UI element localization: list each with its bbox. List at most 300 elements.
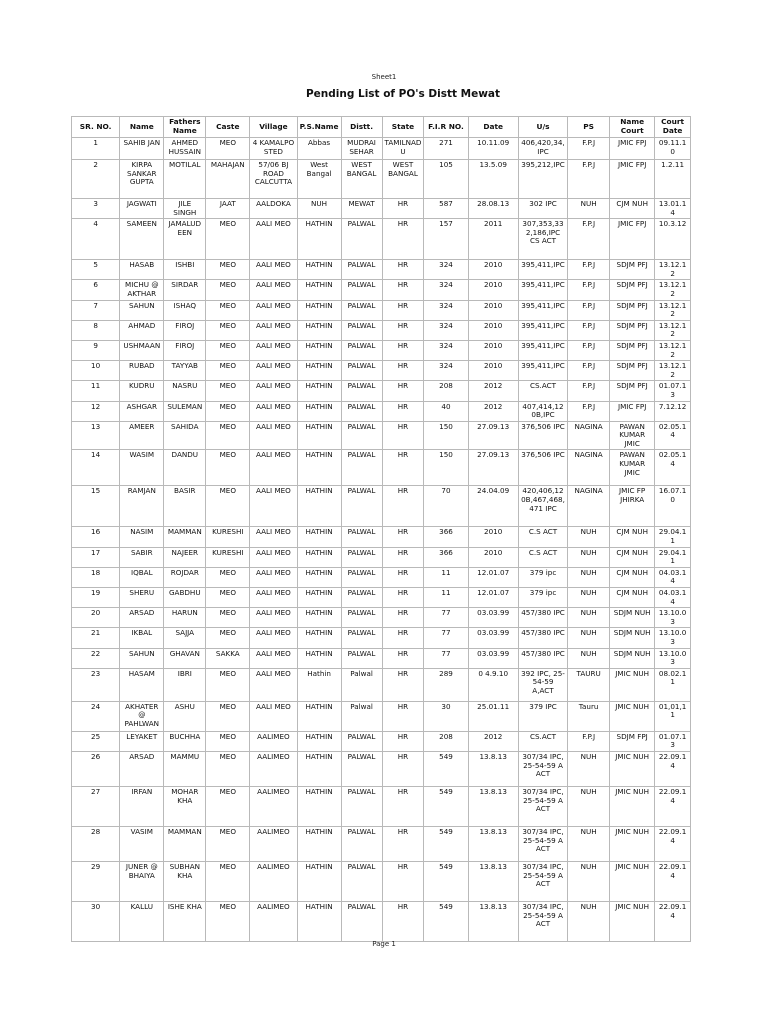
cell-date: 2010	[468, 280, 518, 300]
cell-sr-no: 13	[72, 421, 120, 450]
cell-court-date: 22.09.14	[655, 901, 691, 941]
column-header-ps: PS	[568, 117, 610, 138]
cell-fir-no: 105	[424, 160, 468, 199]
cell-distt: PALWAL	[341, 486, 382, 527]
table-row	[72, 138, 691, 160]
cell-ps-name: HATHIN	[297, 648, 341, 668]
cell-distt: PALWAL	[341, 751, 382, 786]
cell-court-date: 04.03.14	[655, 588, 691, 608]
cell-court-date: 13.10.03	[655, 608, 691, 628]
column-header-village: Village	[250, 117, 297, 138]
cell-sr-no: 2	[72, 160, 120, 199]
cell-date: 27.09.13	[468, 421, 518, 450]
table-row	[72, 826, 691, 861]
cell-caste: MEO	[206, 320, 250, 340]
cell-fathers-name: MAMMAN	[164, 527, 206, 547]
cell-court-date: 13.12.12	[655, 300, 691, 320]
table-row	[72, 901, 691, 941]
cell-court-date: 13.12.12	[655, 340, 691, 360]
table-header-row	[72, 117, 691, 138]
cell-name: SAHIB JAN	[120, 138, 164, 160]
table-row	[72, 320, 691, 340]
cell-sr-no: 10	[72, 361, 120, 381]
cell-fir-no: 208	[424, 381, 468, 401]
cell-state: HR	[382, 786, 424, 826]
cell-fir-no: 324	[424, 300, 468, 320]
cell-state: HR	[382, 751, 424, 786]
cell-name: AHMAD	[120, 320, 164, 340]
cell-fir-no: 366	[424, 527, 468, 547]
cell-name-court: JMIC FPJ	[610, 401, 655, 421]
cell-name-court: JMIC NUH	[610, 861, 655, 901]
cell-state: TAMILNADU	[382, 138, 424, 160]
cell-caste: SAKKA	[206, 648, 250, 668]
cell-ps-name: HATHIN	[297, 381, 341, 401]
table-row	[72, 401, 691, 421]
cell-village: AALI MEO	[250, 381, 297, 401]
cell-sr-no: 22	[72, 648, 120, 668]
table-row	[72, 731, 691, 751]
cell-caste: MEO	[206, 381, 250, 401]
cell-fir-no: 77	[424, 608, 468, 628]
cell-distt: PALWAL	[341, 567, 382, 587]
cell-court-date: 13.12.12	[655, 280, 691, 300]
cell-court-date: 22.09.14	[655, 786, 691, 826]
cell-fathers-name: SIRDAR	[164, 280, 206, 300]
cell-ps-name: Hathin	[297, 668, 341, 701]
cell-name: IRFAN	[120, 786, 164, 826]
cell-sr-no: 27	[72, 786, 120, 826]
cell-state: HR	[382, 401, 424, 421]
cell-court-date: 16.07.10	[655, 486, 691, 527]
cell-us: 457/380 IPC	[518, 608, 567, 628]
cell-fathers-name: GABDHU	[164, 588, 206, 608]
cell-fir-no: 30	[424, 701, 468, 731]
column-header-us: U/s	[518, 117, 567, 138]
table-row	[72, 160, 691, 199]
cell-ps-name: HATHIN	[297, 547, 341, 567]
cell-ps-name: HATHIN	[297, 300, 341, 320]
cell-caste: MEO	[206, 628, 250, 648]
column-header-date: Date	[468, 117, 518, 138]
cell-sr-no: 15	[72, 486, 120, 527]
cell-ps-name: HATHIN	[297, 701, 341, 731]
cell-us: 307/34 IPC, 25-54-59 A ACT	[518, 786, 567, 826]
cell-state: HR	[382, 567, 424, 587]
cell-court-date: 29.04.11	[655, 547, 691, 567]
cell-fir-no: 70	[424, 486, 468, 527]
cell-state: HR	[382, 527, 424, 547]
cell-fathers-name: ISHAQ	[164, 300, 206, 320]
cell-distt: PALWAL	[341, 826, 382, 861]
cell-village: AALI MEO	[250, 567, 297, 587]
cell-name: AKHATER @ PAHLWAN	[120, 701, 164, 731]
cell-name-court: SDJM NUH	[610, 648, 655, 668]
cell-name-court: PAWAN KUMAR JMIC	[610, 450, 655, 486]
column-header-fathers-name: Fathers Name	[164, 117, 206, 138]
cell-distt: PALWAL	[341, 300, 382, 320]
cell-fir-no: 11	[424, 588, 468, 608]
cell-name-court: SDJM PFJ	[610, 280, 655, 300]
column-header-ps-name: P.S.Name	[297, 117, 341, 138]
cell-name: WASIM	[120, 450, 164, 486]
column-header-caste: Caste	[206, 117, 250, 138]
cell-state: HR	[382, 701, 424, 731]
cell-us: 307/34 IPC, 25-54-59 A ACT	[518, 901, 567, 941]
cell-fir-no: 271	[424, 138, 468, 160]
cell-fathers-name: IBRI	[164, 668, 206, 701]
cell-name: KUDRU	[120, 381, 164, 401]
cell-caste: MEO	[206, 421, 250, 450]
cell-distt: PALWAL	[341, 547, 382, 567]
cell-sr-no: 23	[72, 668, 120, 701]
cell-caste: MEO	[206, 786, 250, 826]
cell-ps-name: West Bangal	[297, 160, 341, 199]
table-row	[72, 361, 691, 381]
cell-name-court: JMIC NUH	[610, 901, 655, 941]
cell-fir-no: 366	[424, 547, 468, 567]
cell-ps: F.P.J	[568, 361, 610, 381]
cell-ps-name: HATHIN	[297, 486, 341, 527]
cell-name: JUNER @ BHAIYA	[120, 861, 164, 901]
cell-us: 395,411,IPC	[518, 280, 567, 300]
cell-ps-name: HATHIN	[297, 861, 341, 901]
cell-fathers-name: GHAVAN	[164, 648, 206, 668]
cell-fathers-name: NASRU	[164, 381, 206, 401]
cell-fathers-name: JILE SINGH	[164, 199, 206, 219]
cell-date: 2010	[468, 300, 518, 320]
cell-village: AALIMEO	[250, 826, 297, 861]
cell-us: 457/380 IPC	[518, 648, 567, 668]
cell-fir-no: 549	[424, 751, 468, 786]
cell-court-date: 22.09.14	[655, 861, 691, 901]
cell-name-court: SDJM PFJ	[610, 361, 655, 381]
cell-sr-no: 26	[72, 751, 120, 786]
cell-caste: MEO	[206, 260, 250, 280]
cell-fathers-name: BASIR	[164, 486, 206, 527]
cell-fir-no: 150	[424, 421, 468, 450]
cell-us: C.S ACT	[518, 547, 567, 567]
column-header-name: Name	[120, 117, 164, 138]
cell-ps-name: HATHIN	[297, 320, 341, 340]
cell-us: 376,506 IPC	[518, 421, 567, 450]
cell-sr-no: 20	[72, 608, 120, 628]
cell-distt: Palwal	[341, 701, 382, 731]
table-row	[72, 547, 691, 567]
cell-fathers-name: AHMED HUSSAIN	[164, 138, 206, 160]
cell-distt: MEWAT	[341, 199, 382, 219]
cell-sr-no: 4	[72, 219, 120, 260]
cell-village: AALI MEO	[250, 219, 297, 260]
cell-fir-no: 549	[424, 786, 468, 826]
cell-village: AALI MEO	[250, 361, 297, 381]
cell-caste: MEO	[206, 340, 250, 360]
cell-caste: MEO	[206, 901, 250, 941]
cell-village: AALI MEO	[250, 450, 297, 486]
cell-fir-no: 208	[424, 731, 468, 751]
cell-name: SAHUN	[120, 300, 164, 320]
cell-date: 2010	[468, 340, 518, 360]
cell-name: SHERU	[120, 588, 164, 608]
cell-village: AALI MEO	[250, 588, 297, 608]
cell-village: AALI MEO	[250, 280, 297, 300]
cell-court-date: 08.02.11	[655, 668, 691, 701]
cell-fir-no: 324	[424, 280, 468, 300]
cell-state: HR	[382, 826, 424, 861]
cell-sr-no: 5	[72, 260, 120, 280]
cell-us: 307/34 IPC, 25-54-59 A ACT	[518, 826, 567, 861]
cell-sr-no: 18	[72, 567, 120, 587]
cell-fathers-name: SULEMAN	[164, 401, 206, 421]
cell-court-date: 02.05.14	[655, 450, 691, 486]
cell-name-court: CJM NUH	[610, 527, 655, 547]
cell-name: AMEER	[120, 421, 164, 450]
cell-court-date: 13.12.12	[655, 260, 691, 280]
cell-fathers-name: ISHE KHA	[164, 901, 206, 941]
cell-name: SABIR	[120, 547, 164, 567]
cell-name-court: JMIC NUH	[610, 826, 655, 861]
cell-name: HASAB	[120, 260, 164, 280]
cell-distt: MUDRAI SEHAR	[341, 138, 382, 160]
cell-distt: PALWAL	[341, 731, 382, 751]
cell-village: AALI MEO	[250, 401, 297, 421]
cell-date: 13.8.13	[468, 901, 518, 941]
cell-us: 420,406,120B,467,468,471 IPC	[518, 486, 567, 527]
table-row	[72, 588, 691, 608]
cell-court-date: 13.10.03	[655, 648, 691, 668]
cell-fathers-name: ROJDAR	[164, 567, 206, 587]
page-title: Pending List of PO's Distt Mewat	[305, 88, 501, 100]
cell-caste: MEO	[206, 588, 250, 608]
cell-village: AALIMEO	[250, 731, 297, 751]
cell-state: HR	[382, 280, 424, 300]
cell-fathers-name: BUCHHA	[164, 731, 206, 751]
column-header-state: State	[382, 117, 424, 138]
cell-us: CS.ACT	[518, 381, 567, 401]
cell-name: IQBAL	[120, 567, 164, 587]
cell-village: AALI MEO	[250, 320, 297, 340]
cell-name-court: SDJM PFJ	[610, 300, 655, 320]
cell-ps: F.P.J	[568, 381, 610, 401]
cell-ps-name: HATHIN	[297, 450, 341, 486]
table-row	[72, 608, 691, 628]
cell-fathers-name: ISHBI	[164, 260, 206, 280]
cell-ps-name: HATHIN	[297, 421, 341, 450]
cell-sr-no: 25	[72, 731, 120, 751]
cell-name-court: CJM NUH	[610, 588, 655, 608]
cell-court-date: 1.2.11	[655, 160, 691, 199]
cell-name-court: JMIC NUH	[610, 786, 655, 826]
column-header-name-court: Name Court	[610, 117, 655, 138]
cell-date: 2011	[468, 219, 518, 260]
cell-ps: F.P.J	[568, 260, 610, 280]
cell-fir-no: 549	[424, 861, 468, 901]
cell-distt: PALWAL	[341, 280, 382, 300]
cell-ps: NUH	[568, 608, 610, 628]
cell-ps-name: HATHIN	[297, 567, 341, 587]
cell-name-court: CJM NUH	[610, 199, 655, 219]
cell-village: AALI MEO	[250, 701, 297, 731]
cell-state: HR	[382, 320, 424, 340]
cell-us: 395,411,IPC	[518, 260, 567, 280]
cell-state: HR	[382, 731, 424, 751]
cell-date: 2010	[468, 260, 518, 280]
cell-name: USHMAAN	[120, 340, 164, 360]
cell-distt: PALWAL	[341, 450, 382, 486]
cell-name: RAMJAN	[120, 486, 164, 527]
cell-us: 395,411,IPC	[518, 320, 567, 340]
cell-name: ARSAD	[120, 608, 164, 628]
cell-state: HR	[382, 219, 424, 260]
cell-village: AALI MEO	[250, 608, 297, 628]
cell-sr-no: 17	[72, 547, 120, 567]
cell-sr-no: 14	[72, 450, 120, 486]
cell-state: HR	[382, 588, 424, 608]
cell-village: AALI MEO	[250, 260, 297, 280]
cell-us: 457/380 IPC	[518, 628, 567, 648]
cell-name: NASIM	[120, 527, 164, 547]
cell-sr-no: 9	[72, 340, 120, 360]
cell-sr-no: 16	[72, 527, 120, 547]
cell-court-date: 02.05.14	[655, 421, 691, 450]
cell-fir-no: 587	[424, 199, 468, 219]
cell-us: 376,506 IPC	[518, 450, 567, 486]
cell-date: 27.09.13	[468, 450, 518, 486]
cell-fathers-name: HARUN	[164, 608, 206, 628]
cell-sr-no: 3	[72, 199, 120, 219]
cell-name-court: CJM NUH	[610, 547, 655, 567]
cell-ps: NAGINA	[568, 486, 610, 527]
cell-ps: NUH	[568, 861, 610, 901]
cell-date: 2010	[468, 361, 518, 381]
cell-us: 407,414,120B,IPC	[518, 401, 567, 421]
cell-name: KIRPA SANKAR GUPTA	[120, 160, 164, 199]
cell-court-date: 13.12.12	[655, 320, 691, 340]
cell-court-date: 7.12.12	[655, 401, 691, 421]
cell-fathers-name: TAYYAB	[164, 361, 206, 381]
cell-name-court: SDJM PFJ	[610, 320, 655, 340]
cell-ps-name: HATHIN	[297, 340, 341, 360]
cell-ps: NUH	[568, 751, 610, 786]
cell-ps: NUH	[568, 527, 610, 547]
table-row	[72, 701, 691, 731]
cell-ps-name: Abbas	[297, 138, 341, 160]
cell-distt: PALWAL	[341, 421, 382, 450]
cell-village: AALI MEO	[250, 421, 297, 450]
cell-ps-name: HATHIN	[297, 751, 341, 786]
table-row	[72, 260, 691, 280]
cell-us: 406,420,34,IPC	[518, 138, 567, 160]
cell-date: 13.8.13	[468, 751, 518, 786]
cell-village: 57/06 BJ ROAD CALCUTTA	[250, 160, 297, 199]
cell-ps-name: HATHIN	[297, 608, 341, 628]
page-footer: Page 1	[372, 940, 396, 948]
cell-ps: NUH	[568, 628, 610, 648]
cell-village: AALI MEO	[250, 300, 297, 320]
cell-state: HR	[382, 199, 424, 219]
cell-state: HR	[382, 648, 424, 668]
cell-sr-no: 28	[72, 826, 120, 861]
cell-caste: JAAT	[206, 199, 250, 219]
cell-ps-name: HATHIN	[297, 280, 341, 300]
cell-fir-no: 11	[424, 567, 468, 587]
cell-name-court: PAWAN KUMAR JMIC	[610, 421, 655, 450]
cell-state: HR	[382, 608, 424, 628]
cell-sr-no: 6	[72, 280, 120, 300]
column-header-court-date: Court Date	[655, 117, 691, 138]
cell-state: HR	[382, 361, 424, 381]
table-row	[72, 381, 691, 401]
cell-ps: NUH	[568, 567, 610, 587]
cell-date: 2010	[468, 527, 518, 547]
cell-ps-name: HATHIN	[297, 219, 341, 260]
cell-name-court: JMIC NUH	[610, 701, 655, 731]
cell-fir-no: 77	[424, 628, 468, 648]
cell-name-court: JMIC FPJ	[610, 160, 655, 199]
cell-village: AALIMEO	[250, 861, 297, 901]
cell-us: 307,353,332,186,IPC CS ACT	[518, 219, 567, 260]
cell-date: 13.8.13	[468, 826, 518, 861]
cell-us: 395,411,IPC	[518, 361, 567, 381]
cell-ps: NUH	[568, 588, 610, 608]
cell-name: IKBAL	[120, 628, 164, 648]
cell-distt: PALWAL	[341, 401, 382, 421]
cell-name-court: SDJM NUH	[610, 608, 655, 628]
cell-court-date: 04.03.14	[655, 567, 691, 587]
cell-ps: NUH	[568, 826, 610, 861]
cell-date: 12.01.07	[468, 588, 518, 608]
cell-distt: PALWAL	[341, 527, 382, 547]
cell-fathers-name: MOTILAL	[164, 160, 206, 199]
cell-caste: MEO	[206, 219, 250, 260]
cell-fathers-name: SAJJA	[164, 628, 206, 648]
cell-fathers-name: SAHIDA	[164, 421, 206, 450]
cell-fathers-name: MOHAR KHA	[164, 786, 206, 826]
cell-ps-name: HATHIN	[297, 786, 341, 826]
cell-village: AALI MEO	[250, 340, 297, 360]
cell-ps-name: HATHIN	[297, 588, 341, 608]
cell-ps: F.P.J	[568, 280, 610, 300]
cell-distt: PALWAL	[341, 628, 382, 648]
cell-village: AALI MEO	[250, 648, 297, 668]
cell-village: 4 KAMALPO STED	[250, 138, 297, 160]
cell-fir-no: 324	[424, 340, 468, 360]
cell-fir-no: 157	[424, 219, 468, 260]
cell-caste: MEO	[206, 361, 250, 381]
cell-ps-name: HATHIN	[297, 628, 341, 648]
cell-us: 395,411,IPC	[518, 300, 567, 320]
cell-court-date: 01.07.13	[655, 731, 691, 751]
cell-us: 379 IPC	[518, 701, 567, 731]
cell-name: LEYAKET	[120, 731, 164, 751]
cell-caste: MEO	[206, 668, 250, 701]
table-row	[72, 486, 691, 527]
table-row	[72, 199, 691, 219]
cell-fathers-name: FIROJ	[164, 340, 206, 360]
cell-distt: PALWAL	[341, 219, 382, 260]
cell-court-date: 13.10.03	[655, 628, 691, 648]
cell-name-court: SDJM PFJ	[610, 381, 655, 401]
cell-ps: F.P.J	[568, 731, 610, 751]
cell-distt: PALWAL	[341, 340, 382, 360]
cell-distt: PALWAL	[341, 260, 382, 280]
cell-court-date: 01,01,11	[655, 701, 691, 731]
table-row	[72, 861, 691, 901]
cell-date: 2012	[468, 401, 518, 421]
cell-name-court: SDJM PFJ	[610, 340, 655, 360]
column-header-sr-no: SR. NO.	[72, 117, 120, 138]
cell-state: HR	[382, 901, 424, 941]
